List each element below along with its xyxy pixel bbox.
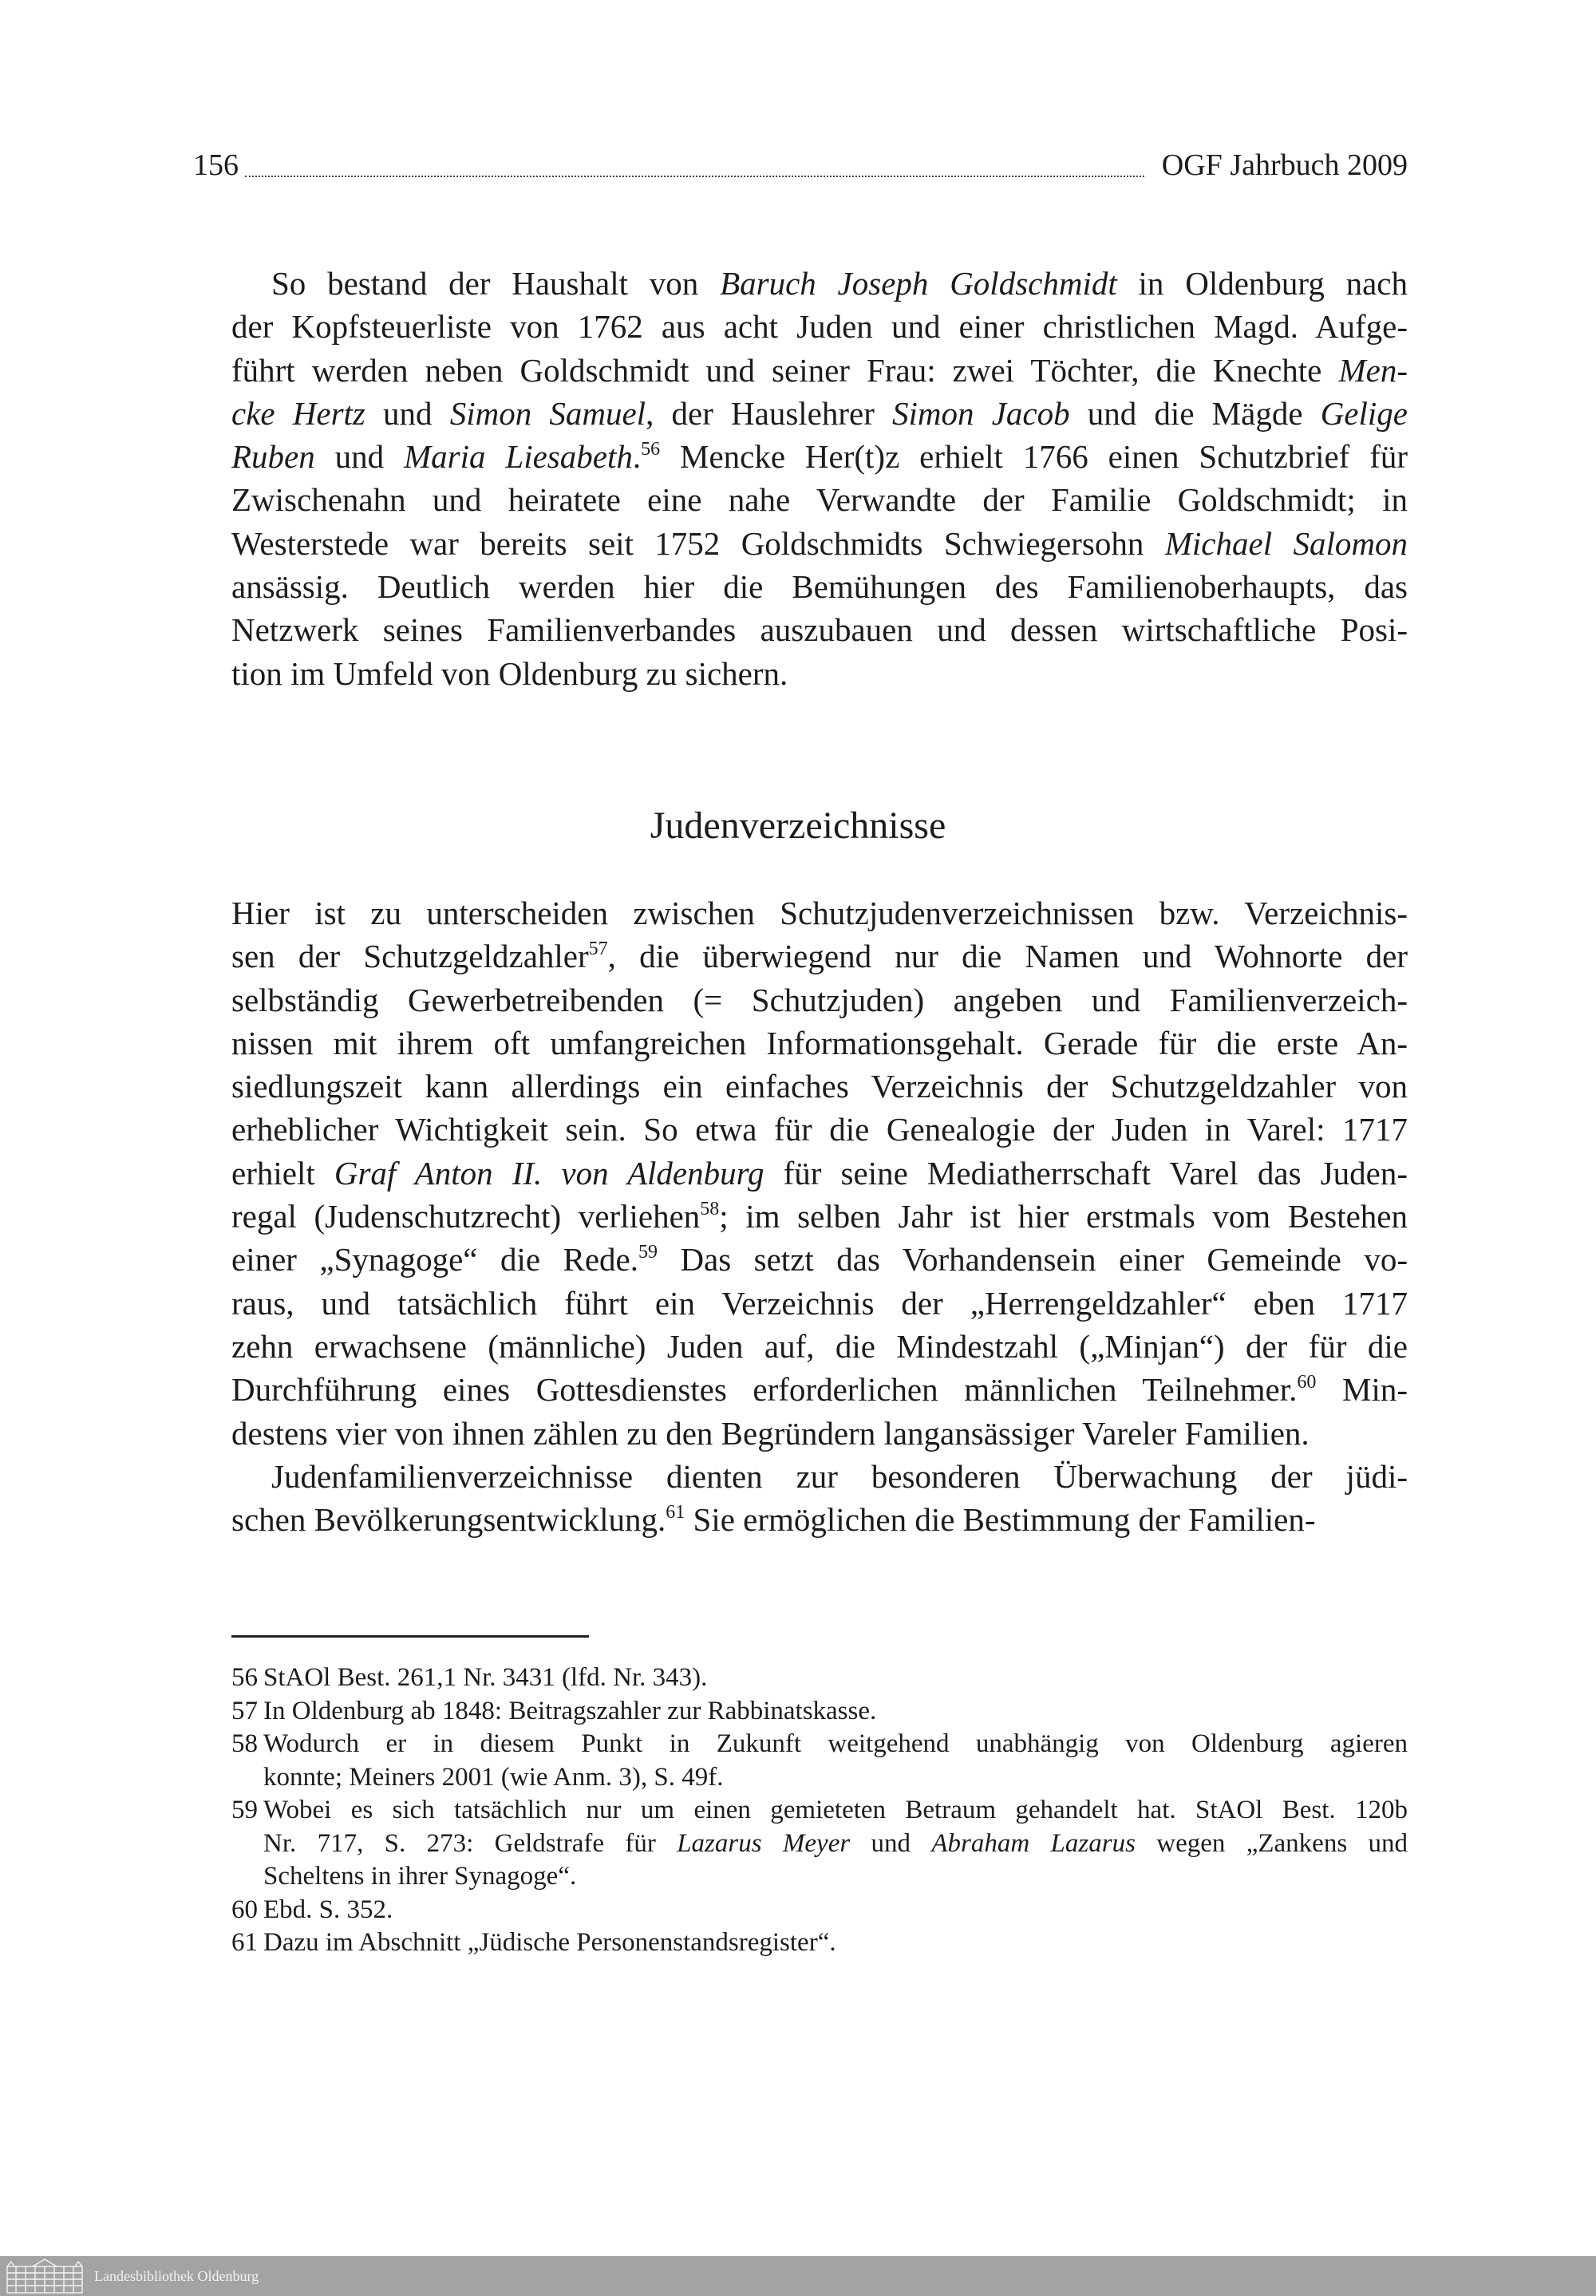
library-name: Landesbibliothek Oldenburg [94, 2268, 259, 2284]
footnote-60 [231, 1894, 1408, 1927]
footnote-56 [231, 1662, 1408, 1695]
footnote-reference[interactable]: 58 [700, 1199, 720, 1220]
footnote-text [263, 1662, 1408, 1695]
footnote-58 [231, 1728, 1408, 1794]
footnote-line: StAOl Best. 261,1 Nr. 3431 (lfd. Nr. 343). [263, 1663, 708, 1692]
text-line: regal (Judenschutzrecht) verliehen$^{58}$; im selben Jahr ist hier erstmals vom Bestehen [231, 1198, 1408, 1235]
text-line: erheblicher Wichtigkeit sein. So etwa für die Genealogie der Juden in Varel: 1717 [231, 1111, 1408, 1148]
italic-name: Abraham Lazarus [931, 1828, 1136, 1858]
text-line: So bestand der Haushalt von Baruch Joseph Goldschmidt in Oldenburg nach [271, 265, 1408, 302]
paragraph-familienverzeichnisse [231, 1455, 1408, 1542]
footnote-61 [231, 1927, 1408, 1960]
footnotes [231, 1662, 1408, 1960]
footnote-line: Ebd. S. 352. [263, 1895, 393, 1924]
italic-name: cke Hertz [231, 394, 365, 432]
footnote-line: Wobei es sich tatsächlich nur um einen gemieteten Betraum gehandelt hat. StAOl Best. 120b [263, 1796, 1408, 1824]
text-line: erhielt Graf Anton II. von Aldenburg für seine Mediatherrschaft Varel das Juden- [231, 1154, 1408, 1191]
library-building-icon [5, 2258, 85, 2294]
text-line: sen der Schutzgeldzahler$^{57}$, die überwiegend nur die Namen und Wohnorte der [231, 938, 1408, 975]
footnote-text [263, 1927, 1408, 1960]
italic-name: Graf Anton II. von Aldenburg [334, 1154, 764, 1191]
footnote-reference[interactable]: 59 [638, 1242, 658, 1263]
footnote-number: 60 [231, 1895, 258, 1924]
page-number: 156 [193, 148, 239, 182]
footnote-59 [231, 1794, 1408, 1894]
text-line: siedlungszeit kann allerdings ein einfaches Verzeichnis der Schutzgeldzahler von [231, 1068, 1408, 1105]
footnote-reference[interactable]: 60 [1297, 1372, 1317, 1393]
paragraph-verzeichnisse [231, 891, 1408, 1455]
text-line: Ruben und Maria Liesabeth.$^{56}$ Mencke Her(t)z erhielt 1766 einen Schutzbrief für [231, 438, 1408, 476]
text-line: Durchführung eines Gottesdienstes erforderlichen männlichen Teilnehmer.$^{60}$ Min- [231, 1371, 1408, 1409]
footnote-reference[interactable]: 56 [641, 439, 661, 460]
text-line: Zwischenahn und heiratete eine nahe Verwandte der Familie Goldschmidt; in [231, 481, 1408, 519]
text-line: führt werden neben Goldschmidt und seiner Frau: zwei Töchter, die Knechte Men- [231, 351, 1408, 389]
text-line: Hier ist zu unterscheiden zwischen Schutzjudenverzeichnissen bzw. Verzeichnis- [231, 895, 1408, 931]
text-line: Westerstede war bereits seit 1752 Goldschmidts Schwiegersohn Michael Salomon [231, 524, 1408, 562]
dotted-leader-rule [245, 176, 1144, 177]
footnote-number: 58 [231, 1729, 258, 1758]
text-line: Judenfamilienverzeichnisse dienten zur besonderen Überwachung der jüdi- [271, 1457, 1408, 1495]
footnote-text [263, 1695, 1408, 1729]
italic-name: Ruben [231, 438, 315, 476]
footnote-line: Nr. 717, S. 273: Geldstrafe für Lazarus Meyer und Abraham Lazarus wegen „Zankens und [263, 1828, 1408, 1858]
text-line: selbständig Gewerbetreibenden (= Schutzjuden) angeben und Familienverzeich- [231, 981, 1408, 1018]
footnote-number: 56 [231, 1663, 258, 1692]
footnote-text [263, 1728, 1408, 1794]
text-line: schen Bevölkerungsentwicklung.$^{61}$ Sie ermöglichen die Bestimmung der Familien- [231, 1501, 1316, 1539]
footnote-line: konnte; Meiners 2001 (wie Anm. 3), S. 49f. [263, 1762, 724, 1792]
footnote-line: In Oldenburg ab 1848: Beitragszahler zur Rabbinatskasse. [263, 1696, 877, 1725]
footnote-line: Wodurch er in diesem Punkt in Zukunft weitgehend unabhängig von Oldenburg agieren [263, 1729, 1408, 1758]
italic-name: Lazarus Meyer [677, 1828, 851, 1858]
italic-name: Men- [1338, 351, 1408, 389]
footnote-number: 57 [231, 1696, 258, 1725]
text-line: der Kopfsteuerliste von 1762 aus acht Juden und einer christlichen Magd. Aufge- [231, 308, 1408, 346]
paragraph-haushalt [231, 262, 1408, 695]
text-line: nissen mit ihrem oft umfangreichen Informationsgehalt. Gerade für die erste An- [231, 1024, 1408, 1061]
text-line: raus, und tatsächlich führt ein Verzeichnis der „Herrengeldzahler“ eben 1717 [231, 1284, 1408, 1322]
footnote-text [263, 1894, 1408, 1927]
footnote-57 [231, 1695, 1408, 1729]
text-line: einer „Synagoge“ die Rede.$^{59}$ Das setzt das Vorhandensein einer Gemeinde vo- [231, 1241, 1408, 1278]
text-line: destens vier von ihnen zählen zu den Begründern langansässiger Vareler Familien. [231, 1414, 1310, 1452]
italic-name: Simon Samuel [449, 394, 646, 432]
journal-title: OGF Jahrbuch 2009 [1161, 148, 1408, 182]
italic-name: Michael Salomon [1164, 524, 1408, 562]
library-footer-bar [0, 2256, 1596, 2296]
italic-name: Maria Liesabeth [404, 438, 633, 476]
footnote-separator [231, 1635, 589, 1638]
text-line: tion im Umfeld von Oldenburg zu sichern. [231, 654, 788, 692]
text-line: cke Hertz und Simon Samuel, der Hauslehrer Simon Jacob und die Mägde Gelige [231, 394, 1408, 432]
italic-name: Baruch Joseph Goldschmidt [720, 265, 1117, 302]
italic-name: Gelige [1320, 394, 1408, 432]
text-line: zehn erwachsene (männliche) Juden auf, die Mindestzahl („Minjan“) der für die [231, 1327, 1408, 1365]
footnote-reference[interactable]: 61 [666, 1502, 685, 1523]
text-line: ansässig. Deutlich werden hier die Bemühungen des Familienoberhaupts, das [231, 568, 1408, 606]
footnote-text [263, 1794, 1408, 1894]
footnote-line: Scheltens in ihrer Synagoge“. [263, 1862, 577, 1891]
footnote-reference[interactable]: 57 [588, 939, 608, 960]
footnote-number: 59 [231, 1796, 258, 1824]
footnote-number: 61 [231, 1928, 258, 1957]
footnote-line: Dazu im Abschnitt „Jüdische Personenstandsregister“. [263, 1928, 836, 1957]
text-line: Netzwerk seines Familienverbandes auszubauen und dessen wirtschaftliche Posi- [231, 611, 1408, 649]
section-heading: Judenverzeichnisse [650, 804, 946, 847]
italic-name: Simon Jacob [892, 394, 1070, 432]
running-header [193, 145, 1408, 180]
